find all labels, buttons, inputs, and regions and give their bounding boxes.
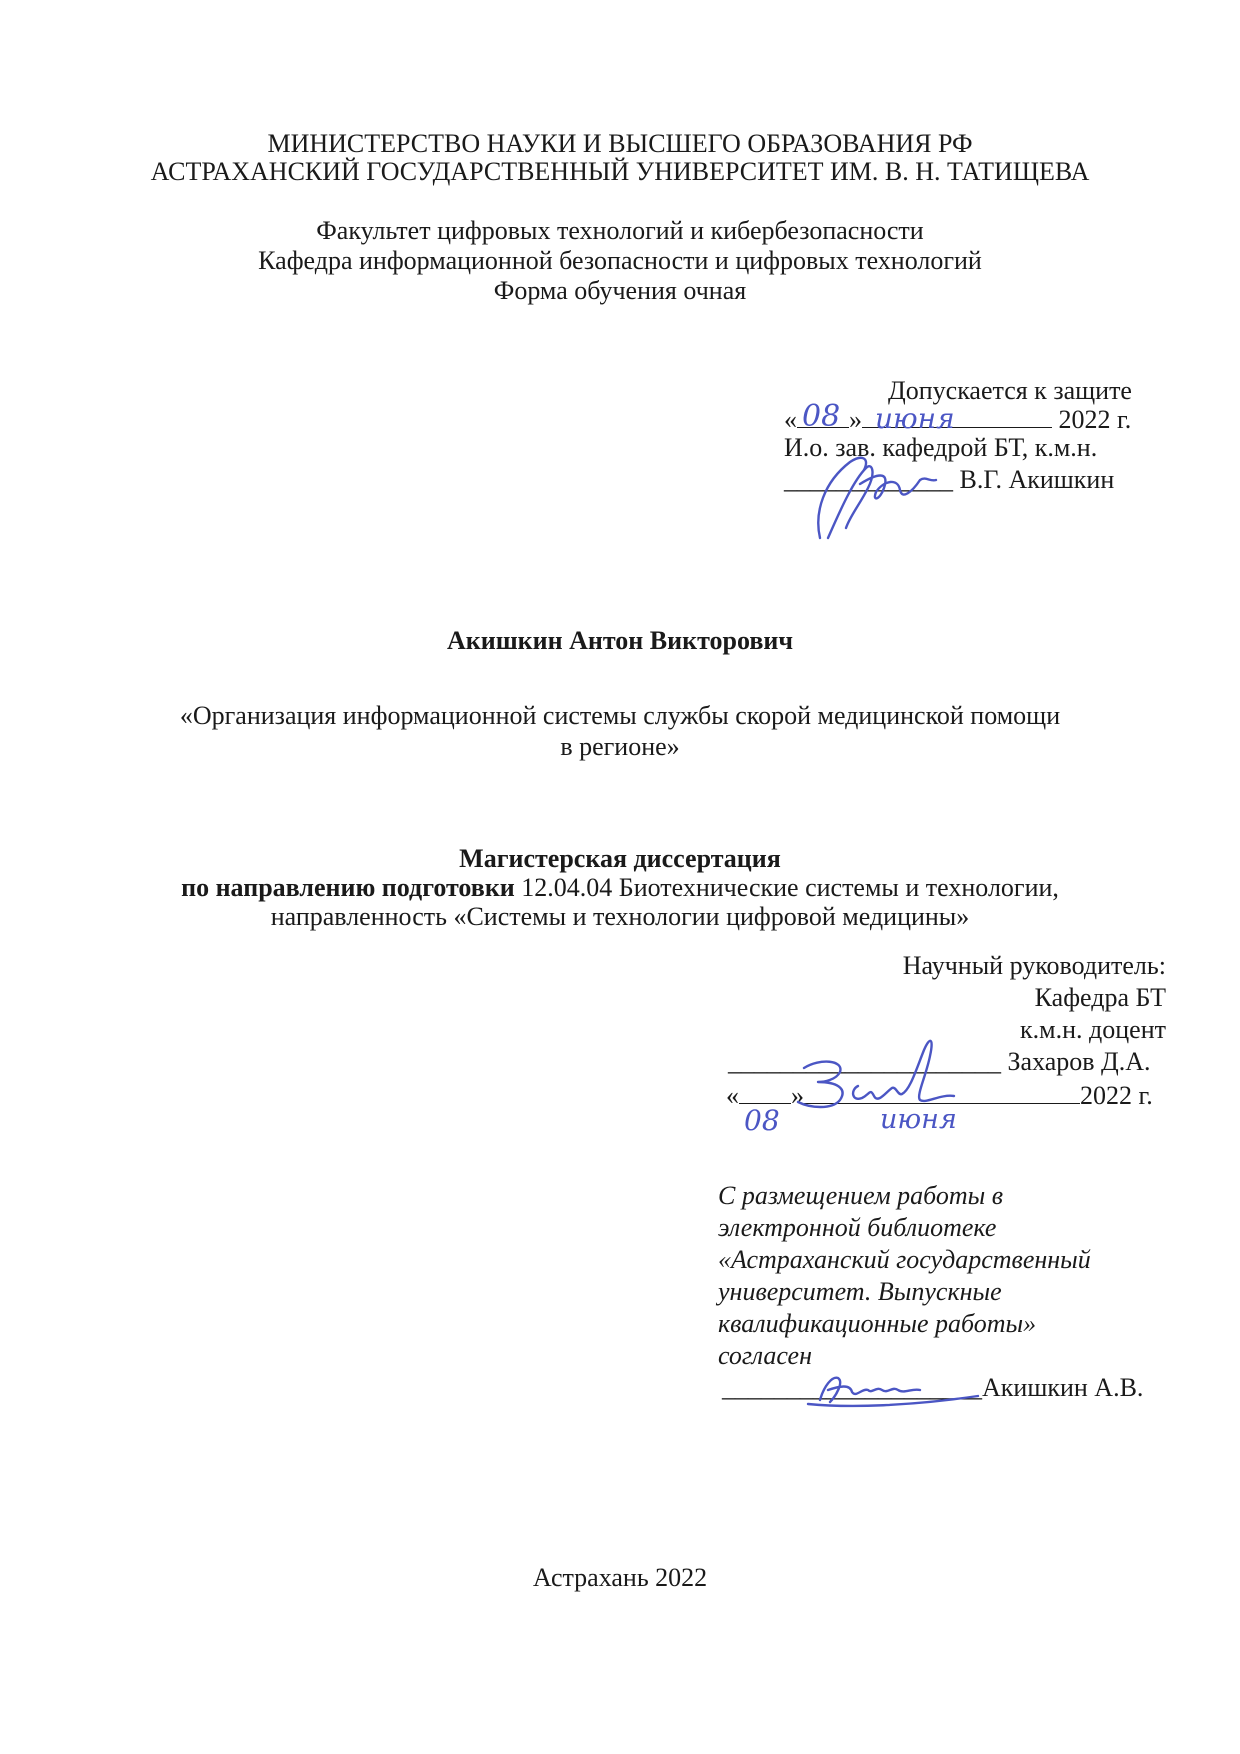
consent-line3: «Астраханский государственный xyxy=(718,1245,1091,1274)
consent-line6: согласен xyxy=(718,1341,812,1370)
consent-name: Акишкин А.В. xyxy=(982,1373,1144,1402)
supervisor-date-open-quote: « xyxy=(726,1081,739,1110)
supervisor-day-blank xyxy=(739,1081,791,1104)
consent-line5: квалификационные работы» xyxy=(718,1309,1037,1338)
admission-month-handwritten: июня xyxy=(875,402,955,435)
supervisor-date-line xyxy=(726,1080,1176,1112)
admission-signature-row xyxy=(784,464,1114,496)
supervisor-day-handwritten: 08 xyxy=(744,1104,780,1137)
department-line: Кафедра информационной безопасности и цифровых технологий xyxy=(258,246,982,275)
city-year: Астрахань 2022 xyxy=(532,1563,708,1592)
admission-date-close-quote: » xyxy=(849,405,862,434)
consent-line1: С размещением работы в xyxy=(718,1181,1004,1210)
supervisor-signature-row xyxy=(728,1046,1151,1078)
admission-date-year: 2022 г. xyxy=(1058,405,1132,434)
thesis-title-line2: в регионе» xyxy=(560,732,680,761)
supervisor-name: Захаров Д.А. xyxy=(1007,1047,1151,1076)
thesis-type: Магистерская диссертация xyxy=(459,844,781,873)
direction-line xyxy=(0,872,1240,904)
admission-day-blank xyxy=(797,405,849,428)
author-name: Акишкин Антон Викторович xyxy=(446,626,794,655)
supervisor-title: Научный руководитель: xyxy=(902,951,1166,980)
supervisor-date-close-quote: » xyxy=(791,1081,804,1110)
direction-profile: направленность «Системы и технологии цифровой медицины» xyxy=(270,902,970,931)
direction-value: 12.04.04 Биотехнические системы и технологии, xyxy=(521,873,1059,902)
ministry-line: МИНИСТЕРСТВО НАУКИ И ВЫСШЕГО ОБРАЗОВАНИЯ РФ xyxy=(267,129,973,158)
thesis-title-line1: «Организация информационной системы службы скорой медицинской помощи xyxy=(179,701,1061,730)
study-form-line: Форма обучения очная xyxy=(493,276,747,305)
admission-signer-name: В.Г. Акишкин xyxy=(959,465,1115,494)
admission-day-handwritten: 08 xyxy=(802,399,841,434)
supervisor-month-handwritten: июня xyxy=(880,1104,957,1135)
admission-date-open-quote: « xyxy=(784,405,797,434)
consent-signature-line: ____________________ xyxy=(722,1373,982,1402)
admission-title: Допускается к защите xyxy=(888,376,1132,405)
supervisor-signature-line: _____________________ xyxy=(728,1047,1001,1076)
supervisor-department: Кафедра БТ xyxy=(1034,983,1166,1012)
admission-signature-line: _____________ xyxy=(784,465,953,494)
admission-position: И.о. зав. кафедрой БТ, к.м.н. xyxy=(784,433,1098,462)
consent-line2: электронной библиотеке xyxy=(718,1213,997,1242)
supervisor-month-blank xyxy=(804,1081,1080,1104)
admission-month-blank xyxy=(862,405,1052,428)
direction-label: по направлению подготовки xyxy=(181,873,515,902)
faculty-line: Факультет цифровых технологий и кибербезопасности xyxy=(316,216,924,245)
supervisor-degree: к.м.н. доцент xyxy=(1020,1015,1166,1044)
university-line: АСТРАХАНСКИЙ ГОСУДАРСТВЕННЫЙ УНИВЕРСИТЕТ ИМ. В. Н. ТАТИЩЕВА xyxy=(150,157,1090,186)
consent-line4: университет. Выпускные xyxy=(718,1277,1002,1306)
supervisor-date-year: 2022 г. xyxy=(1080,1081,1153,1110)
consent-signature-row xyxy=(722,1372,1143,1404)
